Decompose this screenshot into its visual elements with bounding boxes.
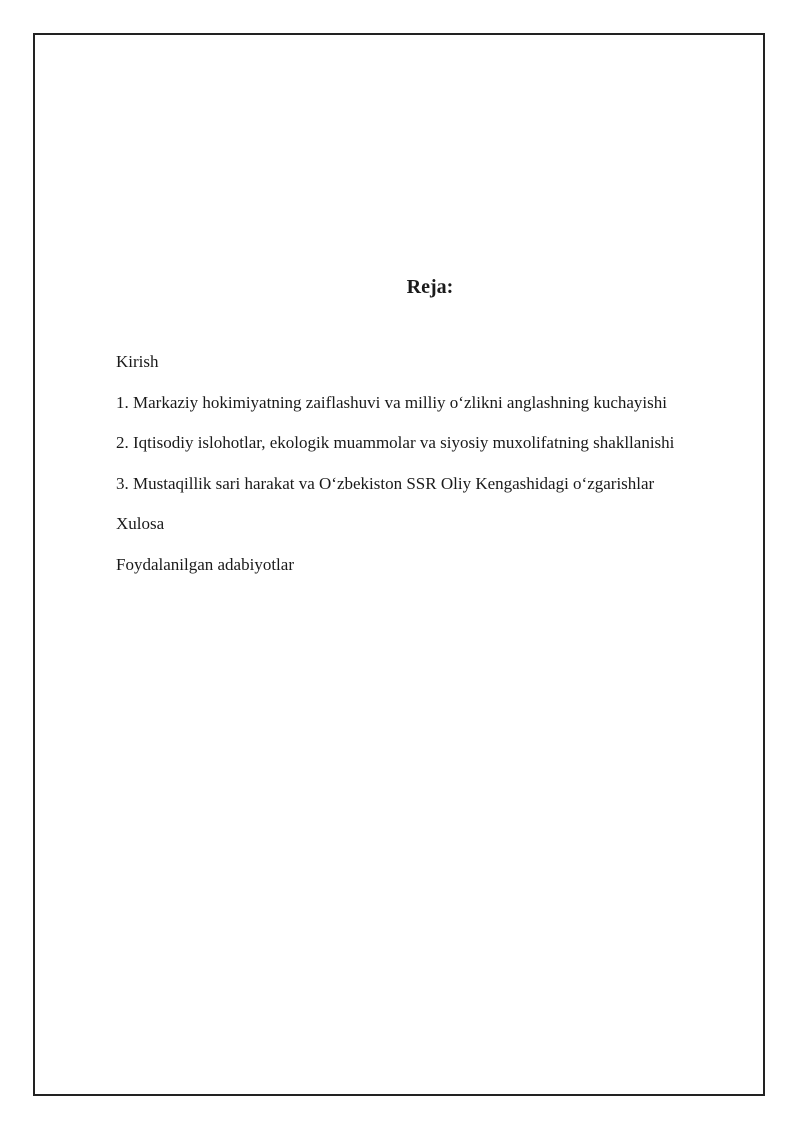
toc-item-3: 3. Mustaqillik sari harakat va O‘zbekiston SSR Oliy Kengashidagi o‘zgarishlar	[116, 473, 655, 493]
toc-item-adabiyotlar: Foydalanilgan adabiyotlar	[116, 554, 294, 574]
toc-item-xulosa: Xulosa	[116, 514, 165, 533]
toc-item-2: 2. Iqtisodiy islohotlar, ekologik muammolar va siyosiy muxolifatning shakllanishi	[116, 433, 675, 452]
toc-item-1: 1. Markaziy hokimiyatning zaiflashuvi va milliy o‘zlikni anglashning kuchayishi	[116, 392, 667, 412]
page-title: Reja:	[406, 276, 454, 298]
toc-item-kirish: Kirish	[116, 352, 159, 371]
table-of-contents	[116, 350, 674, 593]
